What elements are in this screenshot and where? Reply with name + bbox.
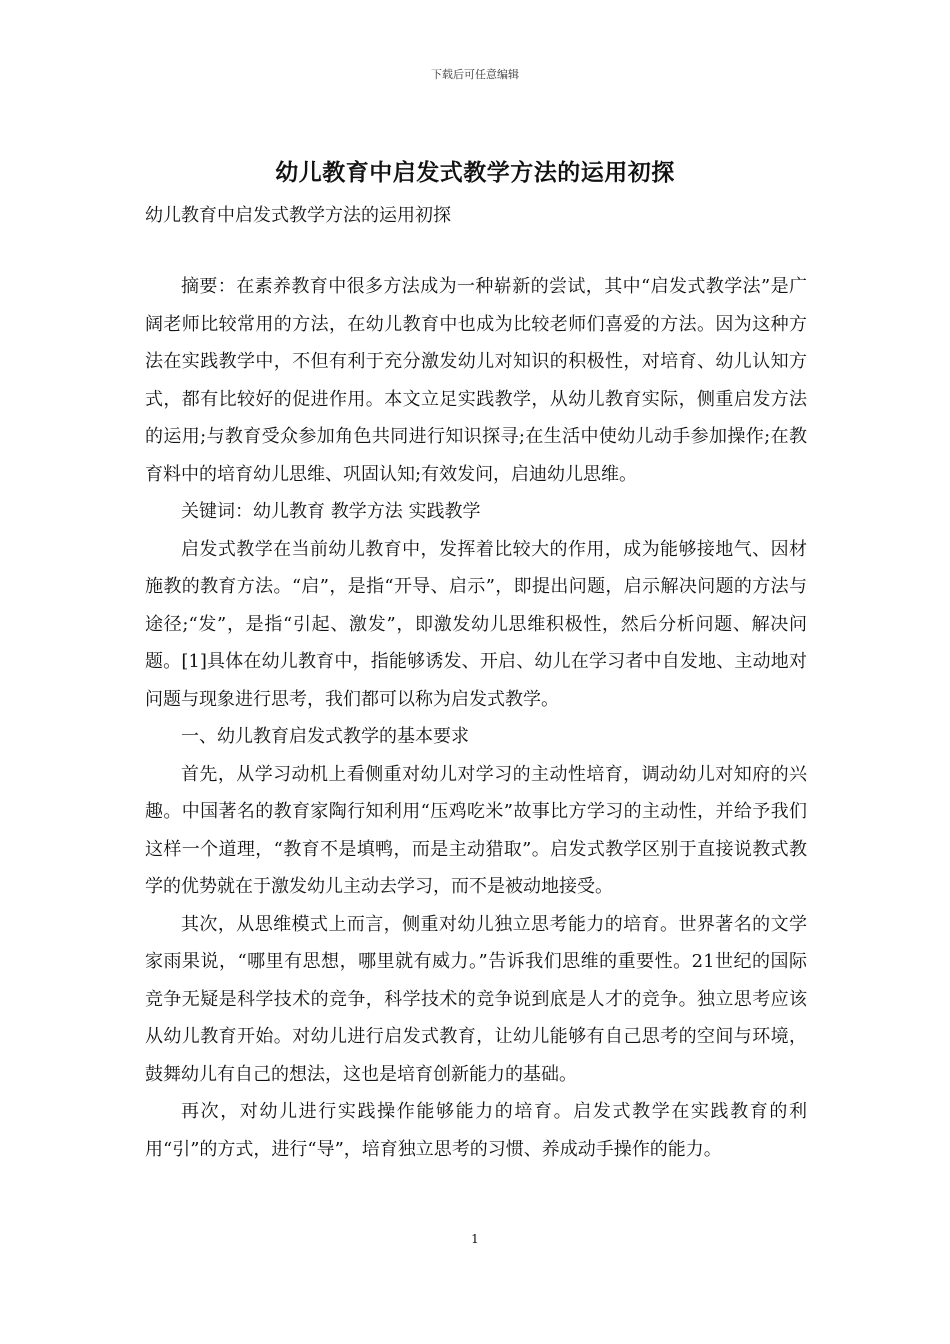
page-header: 下载后可任意编辑 (431, 68, 519, 81)
section-heading: 一、幼儿教育启发式教学的基本要求 (181, 726, 469, 747)
document-body (145, 268, 807, 1168)
keywords-paragraph: 关键词：幼儿教育 教学方法 实践教学 (181, 501, 481, 522)
body-paragraph: 首先，从学习动机上看侧重对幼儿对学习的主动性培育，调动幼儿对知府的兴趣。中国著名的教育家陶行知利用“压鸡吃米”故事比方学习的主动性，并给予我们这样一个道理，“教育不是填鸭，而是主动猎取”。启发式教学区别于直接说教式教学的优势就在于激发幼儿主动去学习，而不是被动地接受。 (145, 763, 807, 897)
body-paragraph: 其次，从思维模式上而言，侧重对幼儿独立思考能力的培育。世界著名的文学家雨果说，“哪里有思想，哪里就有威力。”告诉我们思维的重要性。21世纪的国际竞争无疑是科学技术的竞争，科学技术的竞争说到底是人才的竞争。独立思考应该从幼儿教育开始。对幼儿进行启发式教育，让幼儿能够有自己思考的空间与环境，鼓舞幼儿有自己的想法，这也是培育创新能力的基础。 (145, 913, 807, 1085)
document-subtitle: 幼儿教育中启发式教学方法的运用初探 (145, 205, 451, 226)
page-number: 1 (471, 1232, 479, 1246)
intro-paragraph: 启发式教学在当前幼儿教育中，发挥着比较大的作用，成为能够接地气、因材施教的教育方法。“启”，是指“开导、启示”，即提出问题，启示解决问题的方法与途径;“发”，是指“引起、激发”，即激发幼儿思维积极性，然后分析问题、解决问题。[1]具体在幼儿教育中，指能够诱发、开启、幼儿在学习者中自发地、主动地对问题与现象进行思考，我们都可以称为启发式教学。 (145, 538, 807, 710)
body-paragraph: 再次，对幼儿进行实践操作能够能力的培育。启发式教学在实践教育的利用“引”的方式，进行“导”，培育独立思考的习惯、养成动手操作的能力。 (145, 1101, 807, 1160)
abstract-paragraph: 摘要：在素养教育中很多方法成为一种崭新的尝试，其中“启发式教学法”是广阔老师比较常用的方法，在幼儿教育中也成为比较老师们喜爱的方法。因为这种方法在实践教学中，不但有利于充分激发幼儿对知识的积极性，对培育、幼儿认知方式，都有比较好的促进作用。本文立足实践教学，从幼儿教育实际，侧重启发方法的运用;与教育受众参加角色共同进行知识探寻;在生活中使幼儿动手参加操作;在教育料中的培育幼儿思维、巩固认知;有效发问，启迪幼儿思维。 (145, 276, 807, 485)
document-title: 幼儿教育中启发式教学方法的运用初探 (275, 159, 675, 186)
